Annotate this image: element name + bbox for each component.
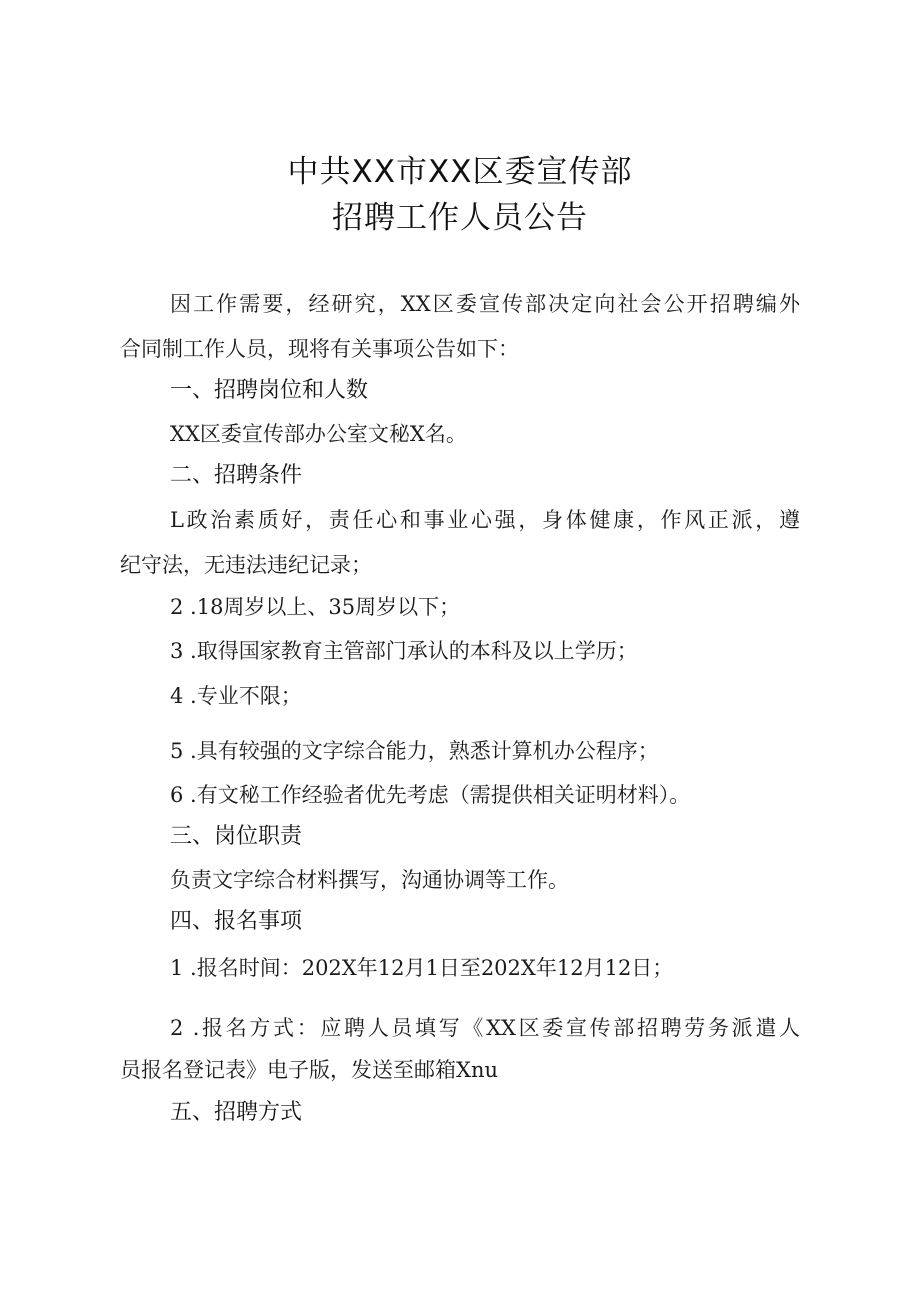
section-heading-requirements: 二、招聘条件 [170,463,303,488]
requirement-item-1-line1: L政治素质好，责任心和事业心强，身体健康，作风正派，遵 [170,508,800,532]
positions-text: XX区委宣传部办公室文秘X名。 [170,422,467,446]
section-heading-positions: 一、招聘岗位和人数 [170,378,369,403]
section-heading-method: 五、招聘方式 [170,1100,303,1125]
registration-item-2-line2: 员报名登记表》电子版，发送至邮箱Xnu [120,1058,498,1082]
registration-item-2-line1: 2 .报名方式：应聘人员填写《XX区委宣传部招聘劳务派遣人 [170,1016,800,1040]
requirement-item-5: 5 .具有较强的文字综合能力，熟悉计算机办公程序； [170,739,659,763]
document-title-line2: 招聘工作人员公告 [332,200,588,236]
requirement-item-2: 2 .18周岁以上、35周岁以下； [170,595,461,619]
requirement-item-4: 4 .专业不限； [170,684,302,708]
section-heading-registration: 四、报名事项 [170,909,303,934]
requirement-item-1-line2: 纪守法，无违法违纪记录； [120,553,372,577]
section-heading-duties: 三、岗位职责 [170,824,303,849]
intro-paragraph-line1: 因工作需要，经研究，XX区委宣传部决定向社会公开招聘编外 [170,292,800,316]
intro-paragraph-line2: 合同制工作人员，现将有关事项公告如下： [120,337,519,361]
requirement-item-3: 3 .取得国家教育主管部门承认的本科及以上学历； [170,639,638,663]
requirement-item-6: 6 .有文秘工作经验者优先考虑（需提供相关证明材料）。 [170,783,691,807]
document-title-line1: 中共XX市XX区委宣传部 [287,154,633,190]
duties-text: 负责文字综合材料撰写，沟通协调等工作。 [170,868,569,892]
registration-item-1: 1 .报名时间：202X年12月1日至202X年12月12日； [170,956,674,980]
